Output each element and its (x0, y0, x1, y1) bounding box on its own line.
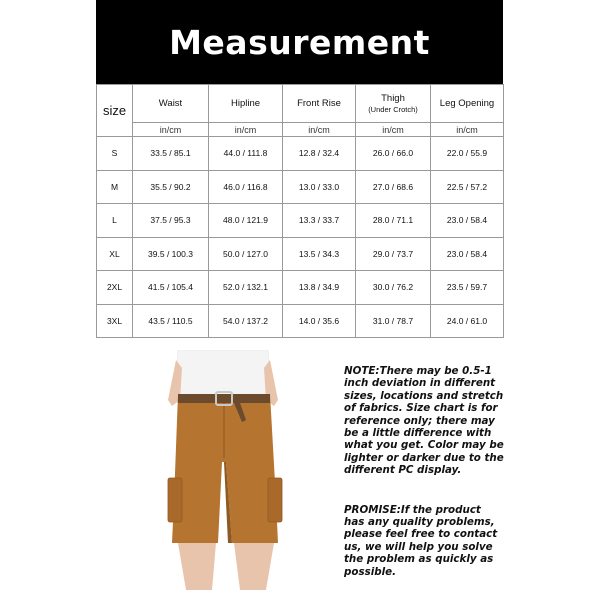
value-cell: 39.5 / 100.3 (133, 237, 209, 271)
value-cell: 13.0 / 33.0 (283, 170, 356, 204)
table-header-row (97, 85, 504, 123)
table-row (97, 237, 504, 271)
value-cell: 26.0 / 66.0 (356, 137, 431, 171)
size-cell: XL (97, 237, 133, 271)
left-leg-shape (178, 543, 216, 590)
value-cell: 54.0 / 137.2 (209, 304, 283, 338)
value-cell: 13.5 / 34.3 (283, 237, 356, 271)
unit-cell: in/cm (283, 123, 356, 137)
value-cell: 46.0 / 116.8 (209, 170, 283, 204)
value-cell: 12.8 / 32.4 (283, 137, 356, 171)
value-cell: 52.0 / 132.1 (209, 271, 283, 305)
size-chart-table (96, 84, 504, 338)
value-cell: 29.0 / 73.7 (356, 237, 431, 271)
notes-block (344, 365, 504, 578)
page-title: Measurement (169, 22, 430, 62)
table-row (97, 271, 504, 305)
promise-text: PROMISE:If the product has any quality problems, please feel free to contact us, we will help you solve the problem as quickly as possible. (344, 503, 498, 578)
column-header-hipline: Hipline (209, 85, 283, 123)
value-cell: 13.8 / 34.9 (283, 271, 356, 305)
product-photo-cargo-shorts (150, 350, 300, 600)
column-header-thigh: Thigh (Under Crotch) (356, 85, 431, 123)
unit-cell: in/cm (356, 123, 431, 137)
value-cell: 43.5 / 110.5 (133, 304, 209, 338)
column-header-front-rise: Front Rise (283, 85, 356, 123)
value-cell: 23.5 / 59.7 (431, 271, 504, 305)
table-row (97, 137, 504, 171)
column-header-waist: Waist (133, 85, 209, 123)
belt-shape (178, 394, 270, 403)
size-cell: S (97, 137, 133, 171)
table-row (97, 304, 504, 338)
left-cargo-pocket (168, 478, 182, 522)
value-cell: 30.0 / 76.2 (356, 271, 431, 305)
table-units-row (97, 123, 504, 137)
note-text: NOTE:There may be 0.5-1 inch deviation in different sizes, locations and stretch of fabrics. Size chart is for reference only; there may be a little difference with what you get. Color may be lighter or darker due to the different PC display. (344, 365, 504, 477)
size-column-header: size (97, 85, 133, 137)
size-cell: 3XL (97, 304, 133, 338)
value-cell: 28.0 / 71.1 (356, 204, 431, 238)
value-cell: 23.0 / 58.4 (431, 237, 504, 271)
value-cell: 24.0 / 61.0 (431, 304, 504, 338)
value-cell: 33.5 / 85.1 (133, 137, 209, 171)
unit-cell: in/cm (133, 123, 209, 137)
title-banner (96, 0, 503, 84)
value-cell: 23.0 / 58.4 (431, 204, 504, 238)
value-cell: 50.0 / 127.0 (209, 237, 283, 271)
table-row (97, 170, 504, 204)
shirt-shape (176, 350, 270, 398)
value-cell: 44.0 / 111.8 (209, 137, 283, 171)
size-cell: L (97, 204, 133, 238)
value-cell: 13.3 / 33.7 (283, 204, 356, 238)
value-cell: 48.0 / 121.9 (209, 204, 283, 238)
value-cell: 35.5 / 90.2 (133, 170, 209, 204)
value-cell: 41.5 / 105.4 (133, 271, 209, 305)
value-cell: 27.0 / 68.6 (356, 170, 431, 204)
size-cell: M (97, 170, 133, 204)
value-cell: 22.5 / 57.2 (431, 170, 504, 204)
value-cell: 22.0 / 55.9 (431, 137, 504, 171)
value-cell: 31.0 / 78.7 (356, 304, 431, 338)
value-cell: 14.0 / 35.6 (283, 304, 356, 338)
right-cargo-pocket (268, 478, 282, 522)
size-cell: 2XL (97, 271, 133, 305)
value-cell: 37.5 / 95.3 (133, 204, 209, 238)
column-subheader-thigh: (Under Crotch) (368, 105, 418, 114)
table-row (97, 204, 504, 238)
unit-cell: in/cm (431, 123, 504, 137)
column-header-leg-opening: Leg Opening (431, 85, 504, 123)
unit-cell: in/cm (209, 123, 283, 137)
right-leg-shape (234, 543, 274, 590)
